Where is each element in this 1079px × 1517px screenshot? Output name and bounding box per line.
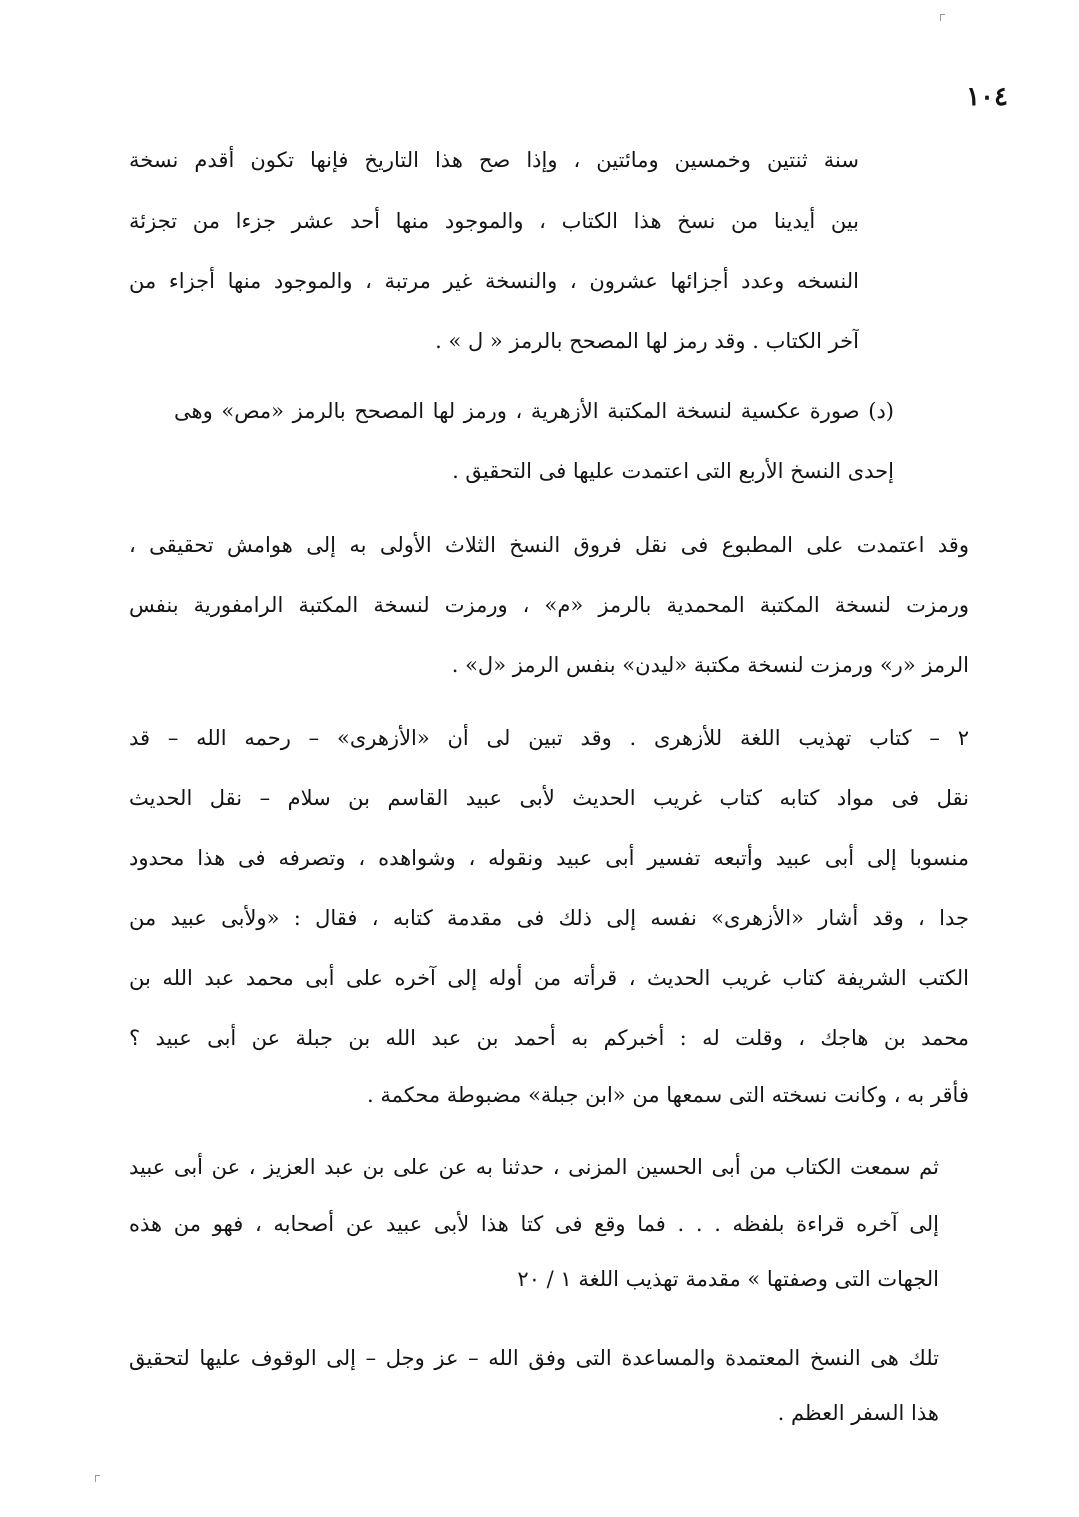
paragraph-4-line: الجهات التى وصفتها » مقدمة تهذيب اللغة ١ / ٢٠ [517, 1267, 939, 1291]
item-d-line: (د) صورة عكسية لنسخة المكتبة الأزهرية ، ورمز لها المصحح بالرمز «مص» وهى [174, 399, 894, 423]
paragraph-3-line: الكتب الشريفة كتاب غريب الحديث ، قرأته من أوله إلى آخره على أبى محمد عبد الله بن [129, 966, 969, 990]
paragraph-4-line: إلى آخره قراءة بلفظه . . . فما وقع فى كتا هذا لأبى عبيد عن أصحابه ، فهو من هذه [129, 1212, 939, 1236]
item-d-line: إحدى النسخ الأربع التى اعتمدت عليها فى التحقيق . [452, 459, 894, 483]
paragraph-4-line: ثم سمعت الكتاب من أبى الحسين المزنى ، حدثنا به عن على بن عبد العزيز ، عن أبى عبيد [129, 1155, 939, 1179]
scan-mark [95, 1475, 100, 1482]
paragraph-3-line: فأقر به ، وكانت نسخته التى سمعها من «ابن جبلة» مضبوطة محكمة . [366, 1083, 969, 1107]
paragraph-2-line: وقد اعتمدت على المطبوع فى نقل فروق النسخ الثلاث الأولى به إلى هوامش تحقيقى ، [129, 533, 969, 557]
paragraph-3-line: ٢ – كتاب تهذيب اللغة للأزهرى . وقد تبين لى أن «الأزهرى» – رحمه الله – قد [129, 726, 969, 750]
paragraph-1-line: النسخه وعدد أجزائها عشرون ، والنسخة غير مرتبة ، والموجود منها أجزاء من [129, 269, 859, 293]
paragraph-3-line: محمد بن هاجك ، وقلت له : أخبركم به أحمد بن عبد الله بن جبلة عن أبى عبيد ؟ [129, 1026, 969, 1050]
paragraph-1-line: آخر الكتاب . وقد رمز لها المصحح بالرمز « ل » . [435, 329, 859, 353]
paragraph-5-line: تلك هى النسخ المعتمدة والمساعدة التى وفق الله – عز وجل – إلى الوقوف عليها لتحقيق [129, 1346, 939, 1370]
paragraph-2-line: الرمز «ر» ورمزت لنسخة مكتبة «ليدن» بنفس الرمز «ل» . [451, 653, 969, 677]
paragraph-5-line: هذا السفر العظم . [777, 1401, 939, 1425]
scan-mark [940, 14, 945, 21]
paragraph-1-line: بين أيدينا من نسخ هذا الكتاب ، والموجود منها أحد عشر جزءا من تجزئة [129, 209, 859, 233]
paragraph-3-line: جدا ، وقد أشار «الأزهرى» نفسه إلى ذلك فى مقدمة كتابه ، فقال : «ولأبى عبيد من [129, 906, 969, 930]
paragraph-3-line: منسوبا إلى أبى عبيد وأتبعه تفسير أبى عبيد ونقوله ، وشواهده ، وتصرفه فى هذا محدود [129, 846, 969, 870]
paragraph-2-line: ورمزت لنسخة المكتبة المحمدية بالرمز «م» ، ورمزت لنسخة المكتبة الرامفورية بنفس [129, 593, 969, 617]
page-number: ١٠٤ [966, 82, 1008, 112]
paragraph-3-line: نقل فى مواد كتابه كتاب غريب الحديث لأبى عبيد القاسم بن سلام – نقل الحديث [129, 786, 969, 810]
paragraph-1-line: سنة ثنتين وخمسين ومائتين ، وإذا صح هذا التاريخ فإنها تكون أقدم نسخة [129, 148, 859, 172]
